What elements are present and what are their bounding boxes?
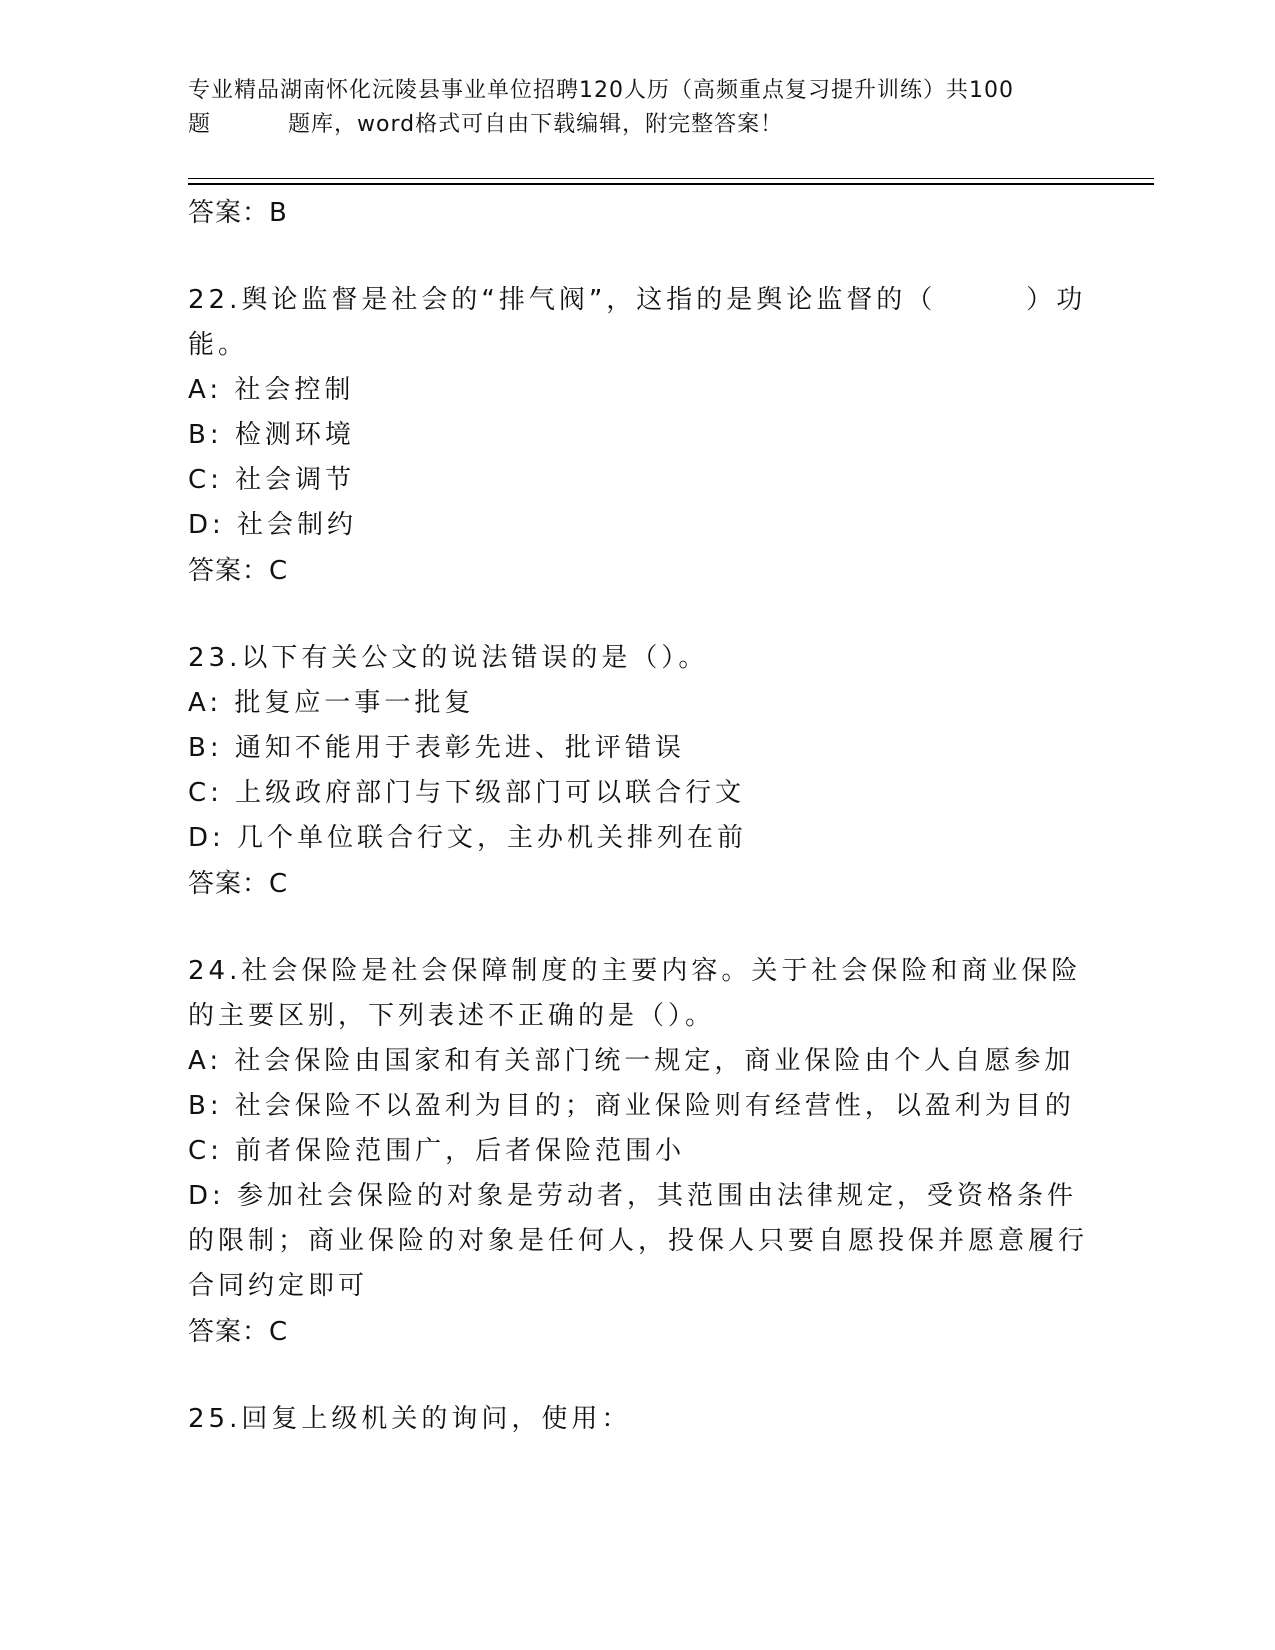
option-c: C: 社会调节 <box>188 465 356 495</box>
option-b: B: 社会保险不以盈利为目的；商业保险则有经营性，以盈利为目的 <box>188 1091 1075 1121</box>
previous-answer: 答案：B <box>188 198 288 228</box>
question-22 <box>188 278 1088 594</box>
option-d: D: 参加社会保险的对象是劳动者，其范围由法律规定，受资格条件的限制；商业保险的对象是任何人，投保人只要自愿投保并愿意履行合同约定即可 <box>188 1181 1089 1301</box>
answer: 答案：C <box>188 869 289 899</box>
answer: 答案：C <box>188 556 289 586</box>
header-rule-thin <box>188 178 1154 179</box>
header-line-2 <box>188 108 1088 142</box>
option-b: B: 检测环境 <box>188 420 355 450</box>
question-text: 22.舆论监督是社会的“排气阀”，这指的是舆论监督的（ ）功能。 <box>188 285 1087 360</box>
question-text: 23.以下有关公文的说法错误的是（）。 <box>188 643 709 673</box>
option-a: A: 社会控制 <box>188 375 355 405</box>
question-23 <box>188 636 1088 907</box>
question-list <box>188 188 1088 1442</box>
option-d: D: 社会制约 <box>188 510 358 540</box>
option-c: C: 前者保险范围广，后者保险范围小 <box>188 1136 686 1166</box>
header-rule-thick <box>188 183 1154 185</box>
question-25 <box>188 1397 1088 1442</box>
answer: 答案：C <box>188 1317 289 1347</box>
option-c: C: 上级政府部门与下级部门可以联合行文 <box>188 778 746 808</box>
header-line-1: 专业精品湖南怀化沅陵县事业单位招聘120人历（高频重点复习提升训练）共100 <box>188 78 1014 103</box>
option-d: D: 几个单位联合行文，主办机关排列在前 <box>188 823 748 853</box>
question-24 <box>188 949 1088 1355</box>
header-line-2-lead: 题 <box>188 112 212 137</box>
header-line-2-rest: 题库，word格式可自由下载编辑，附完整答案！ <box>288 112 784 137</box>
document-header <box>188 74 1088 142</box>
question-text: 24.社会保险是社会保障制度的主要内容。关于社会保险和商业保险的主要区别，下列表述不正确的是（）。 <box>188 956 1082 1031</box>
option-b: B: 通知不能用于表彰先进、批评错误 <box>188 733 685 763</box>
question-text: 25.回复上级机关的询问，使用： <box>188 1404 632 1434</box>
option-a: A: 批复应一事一批复 <box>188 688 475 718</box>
option-a: A: 社会保险由国家和有关部门统一规定，商业保险由个人自愿参加 <box>188 1046 1075 1076</box>
